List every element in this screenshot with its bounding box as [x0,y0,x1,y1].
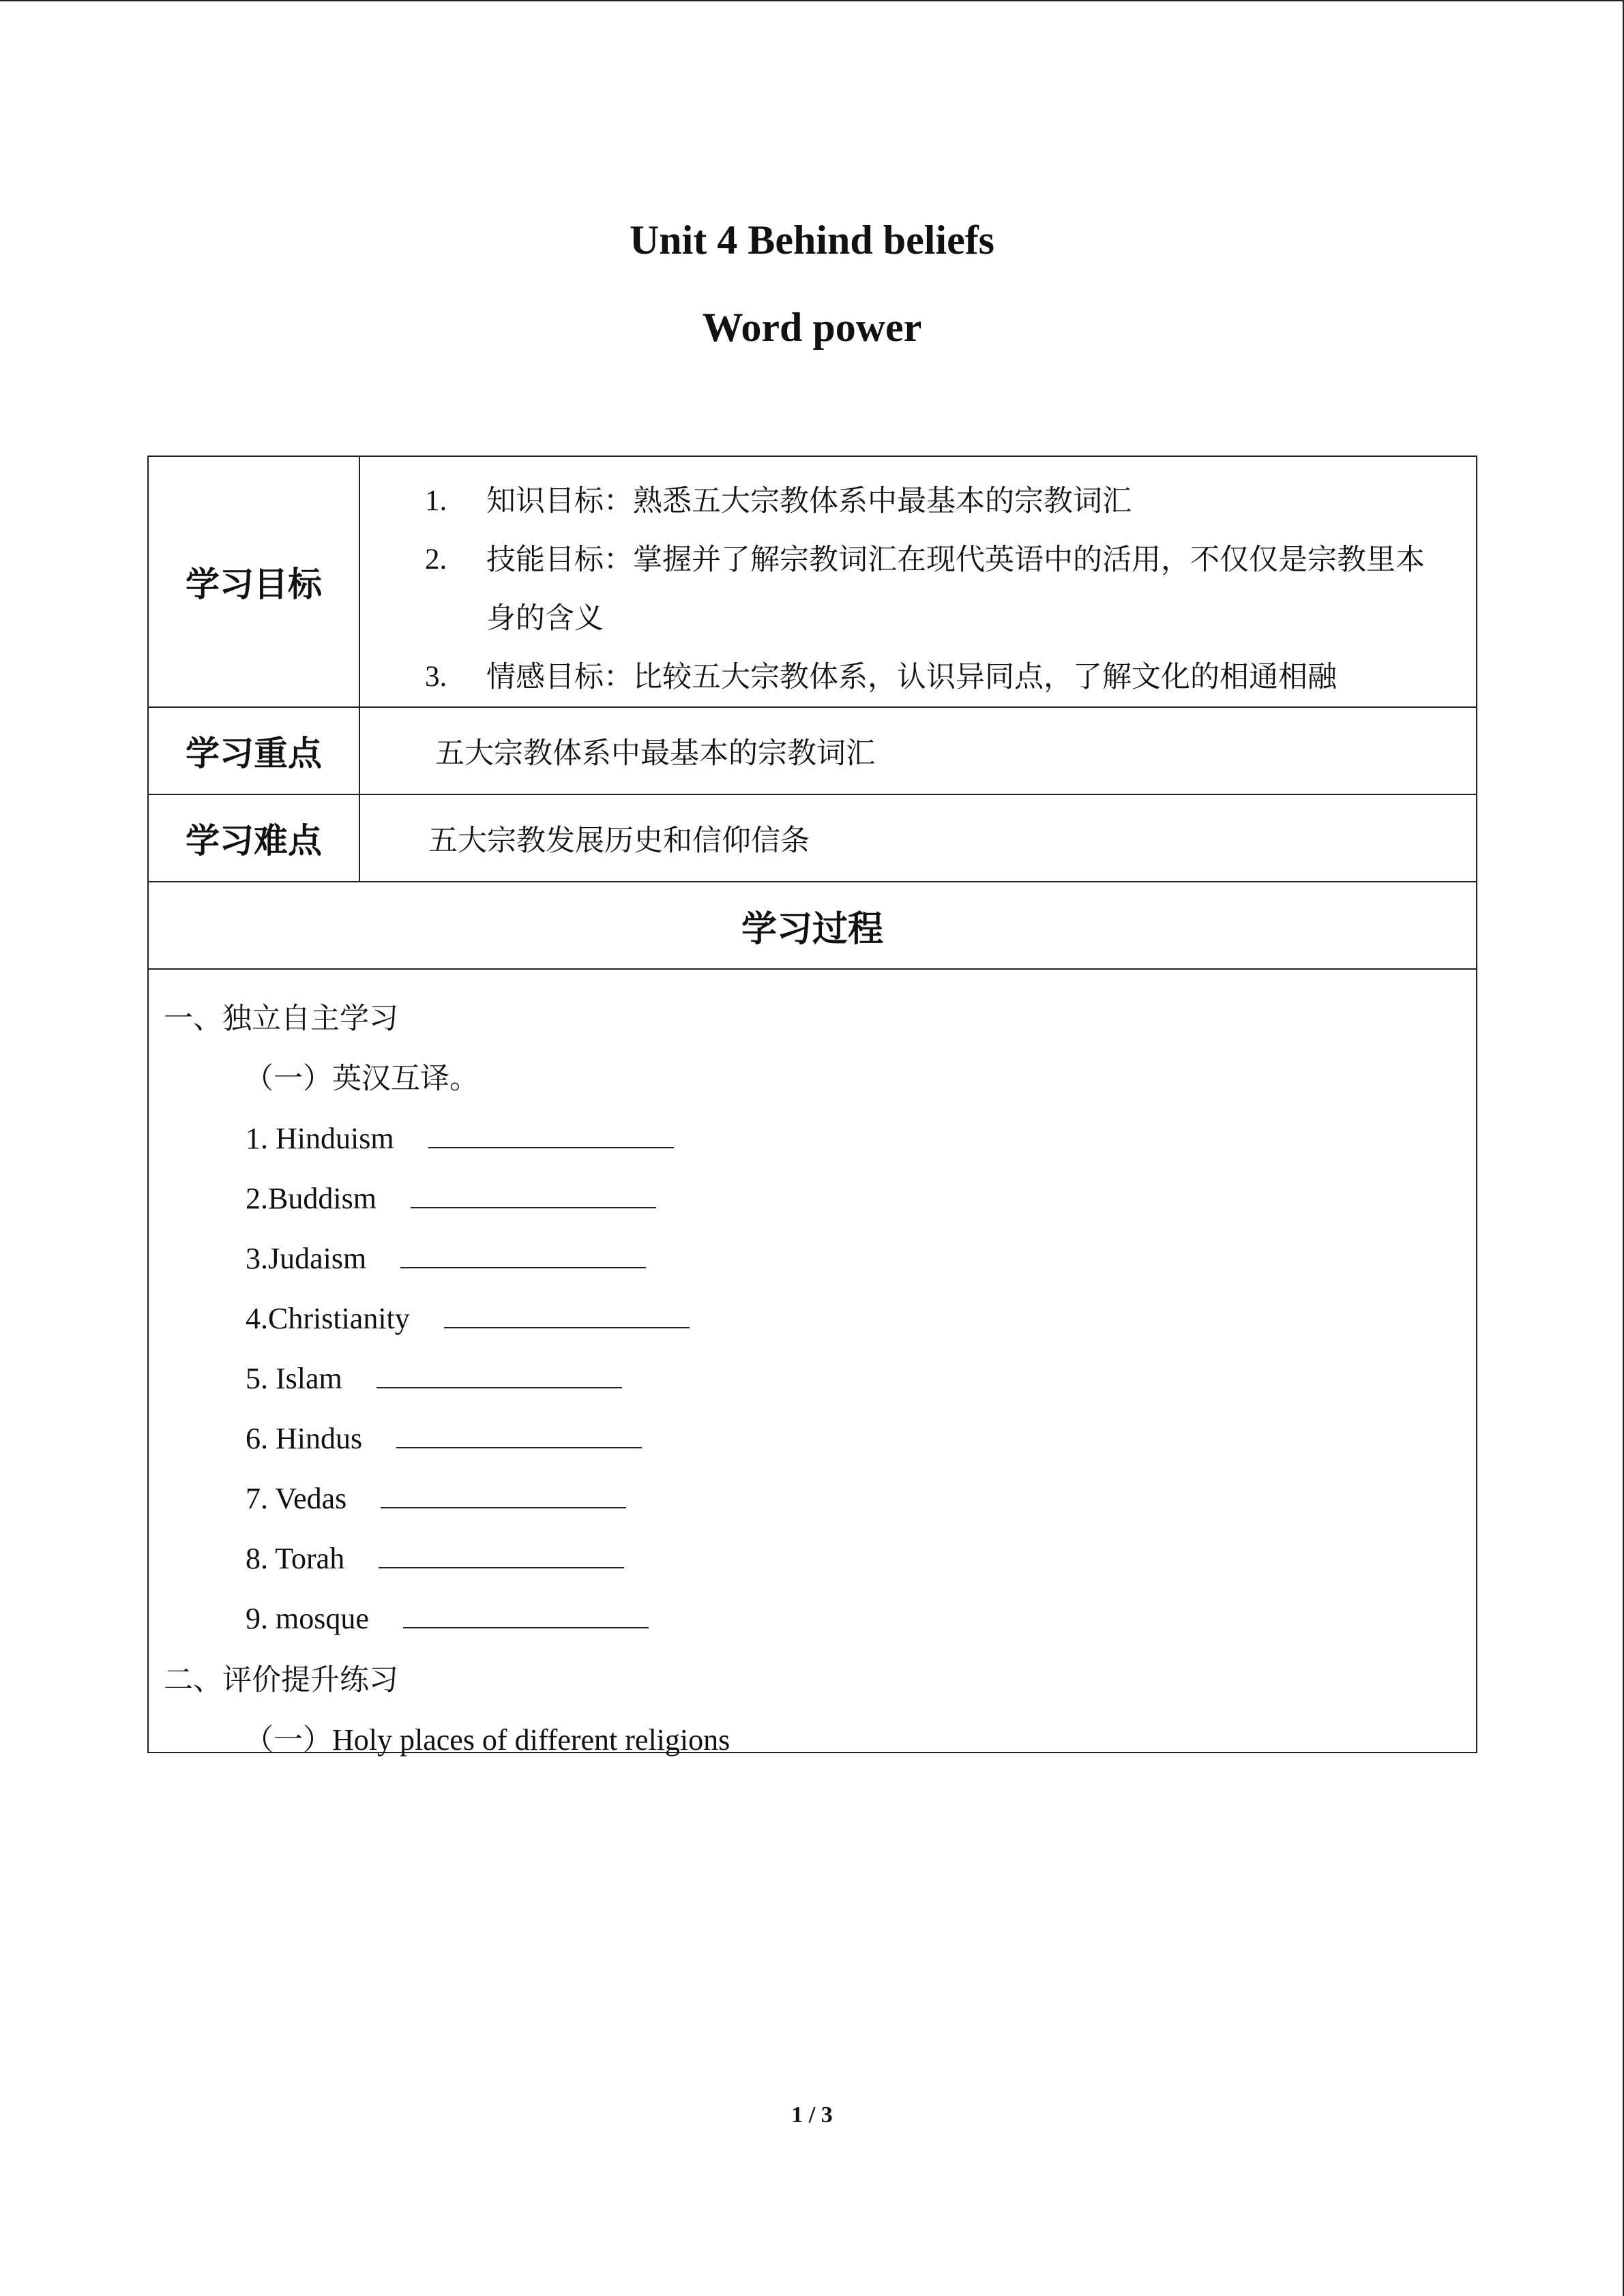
goal-item [425,472,1449,531]
vocab-word: 3.Judaism [246,1242,367,1275]
vocab-item [246,1477,626,1516]
answer-blank[interactable] [400,1237,646,1268]
vocab-item [246,1117,674,1156]
vocab-item [246,1237,646,1276]
vocab-item [246,1597,649,1636]
goal-text: 知识目标：熟悉五大宗教体系中最基本的宗教词汇 [486,484,1132,518]
document-subtitle: Word power [702,305,922,350]
section2-subheading-prefix: （一） [244,1723,332,1757]
difficulties-label: 学习难点 [148,794,359,882]
answer-blank[interactable] [377,1357,622,1388]
answer-blank[interactable] [396,1417,642,1448]
section2-subheading [244,1717,730,1759]
vocab-word: 6. Hindus [246,1422,363,1455]
answer-blank[interactable] [403,1597,649,1628]
difficulties-row [148,794,1477,882]
goals-list [360,457,1476,706]
vocab-word: 8. Torah [246,1542,345,1575]
goals-row [148,456,1477,707]
difficulties-text: 五大宗教发展历史和信仰信条 [359,794,1477,882]
goal-item [425,648,1449,706]
key-points-row [148,707,1477,794]
vocab-item [246,1537,624,1576]
goal-number: 1. [425,485,447,517]
process-body-row [148,969,1477,1753]
process-title: 学习过程 [148,882,1477,969]
lesson-plan-table [147,456,1477,1757]
vocab-item [246,1417,642,1456]
answer-blank[interactable] [381,1477,626,1508]
goal-item [425,531,1449,648]
vocab-word: 2.Buddism [246,1182,377,1215]
goal-text: 技能目标：掌握并了解宗教词汇在现代英语中的活用，不仅仅是宗教里本身的含义 [486,543,1425,636]
page-number: 1 / 3 [791,2102,833,2128]
process-header-row [148,882,1477,969]
section1-subheading: （一）英汉互译。 [244,1062,479,1096]
goals-label: 学习目标 [148,456,359,707]
answer-blank[interactable] [411,1177,656,1208]
answer-blank[interactable] [379,1537,624,1568]
section1-heading: 一、独立自主学习 [164,1002,398,1036]
document-title: Unit 4 Behind beliefs [629,218,995,263]
vocab-word: 7. Vedas [246,1482,347,1515]
section2-subheading-text: Holy places of different religions [332,1723,730,1757]
vocab-word: 5. Islam [246,1362,342,1395]
answer-blank[interactable] [428,1117,674,1148]
vocab-item [246,1177,656,1216]
vocab-word: 4.Christianity [246,1302,410,1335]
goals-content [359,456,1477,707]
goal-number: 3. [425,661,447,693]
section2-heading: 二、评价提升练习 [164,1663,398,1697]
process-body [148,969,1477,1757]
vocab-item [246,1357,622,1396]
key-points-text: 五大宗教体系中最基本的宗教词汇 [359,707,1477,794]
goal-text: 情感目标：比较五大宗教体系，认识异同点，了解文化的相通相融 [486,660,1337,694]
key-points-label: 学习重点 [148,707,359,794]
vocab-word: 9. mosque [246,1602,369,1635]
answer-blank[interactable] [444,1297,690,1328]
goal-number: 2. [425,543,447,576]
vocab-word: 1. Hinduism [246,1122,394,1155]
vocab-item [246,1297,690,1336]
